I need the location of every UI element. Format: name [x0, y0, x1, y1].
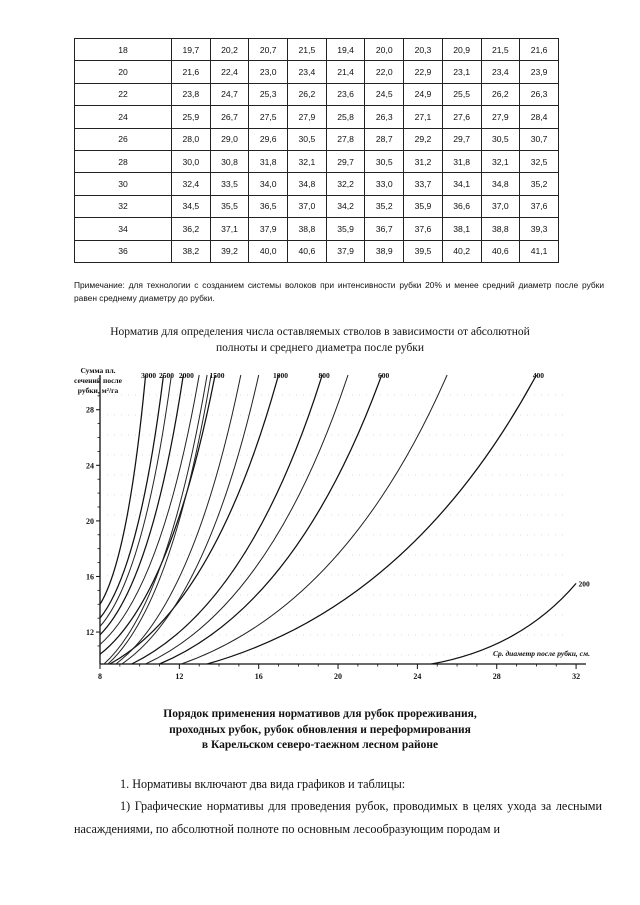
table-cell: 37,0 [481, 195, 520, 217]
series-line [160, 375, 382, 664]
table-cell: 21,6 [172, 61, 211, 83]
table-cell: 23,1 [442, 61, 481, 83]
series-label: 2000 [178, 371, 194, 380]
row-header-cell: 32 [75, 195, 172, 217]
table-cell: 26,2 [288, 83, 327, 105]
series-label: 1000 [273, 371, 289, 380]
table-cell: 40,6 [288, 240, 327, 262]
table-cell: 31,8 [249, 150, 288, 172]
table-cell: 23,0 [249, 61, 288, 83]
table-cell: 26,3 [365, 106, 404, 128]
y-tick-label: 12 [86, 628, 94, 638]
table-cell: 27,1 [404, 106, 443, 128]
table-cell: 33,0 [365, 173, 404, 195]
y-axis-label: Сумма пл. [80, 366, 116, 375]
table-cell: 39,2 [210, 240, 249, 262]
row-header-cell: 24 [75, 106, 172, 128]
series-label: 200 [578, 579, 590, 589]
table-cell: 35,9 [404, 195, 443, 217]
table-cell: 24,5 [365, 83, 404, 105]
table-cell: 33,5 [210, 173, 249, 195]
table-cell: 24,9 [404, 83, 443, 105]
table-cell: 35,2 [520, 173, 559, 195]
table-cell: 29,2 [404, 128, 443, 150]
table-cell: 30,5 [481, 128, 520, 150]
table-cell: 32,1 [288, 150, 327, 172]
heading-line-3: в Карельском северо-таежном лесном районе [201, 739, 439, 751]
table-cell: 41,1 [520, 240, 559, 262]
table-cell: 28,7 [365, 128, 404, 150]
table-cell: 40,0 [249, 240, 288, 262]
series-label: 2500 [158, 371, 174, 380]
x-tick-label: 8 [98, 672, 102, 681]
table-cell: 39,5 [404, 240, 443, 262]
table-cell: 29,7 [326, 150, 365, 172]
table-cell: 27,9 [288, 106, 327, 128]
table-cell: 36,2 [172, 218, 211, 240]
table-cell: 20,7 [249, 39, 288, 61]
table-cell: 38,9 [365, 240, 404, 262]
table-cell: 36,6 [442, 195, 481, 217]
table-cell: 31,2 [404, 150, 443, 172]
row-header-cell: 26 [75, 128, 172, 150]
table-cell: 37,6 [520, 195, 559, 217]
x-tick-label: 32 [572, 672, 581, 681]
series-label: 3000 [141, 371, 157, 380]
table-cell: 19,7 [172, 39, 211, 61]
table-cell: 38,8 [288, 218, 327, 240]
y-axis-label: рубки, м²/га [77, 386, 119, 395]
table-cell: 34,8 [288, 173, 327, 195]
table-cell: 25,3 [249, 83, 288, 105]
series-line-minor [122, 375, 259, 664]
table-cell: 30,5 [365, 150, 404, 172]
table-cell: 21,5 [481, 39, 520, 61]
table-cell: 38,2 [172, 240, 211, 262]
table-cell: 23,4 [481, 61, 520, 83]
row-header-cell: 28 [75, 150, 172, 172]
series-label: 1500 [209, 371, 225, 380]
series-line-minor [108, 375, 211, 664]
table-cell: 31,8 [442, 150, 481, 172]
series-label: 400 [532, 371, 545, 380]
x-axis-label: Ср. диаметр после рубки, см. [492, 649, 590, 658]
table-cell: 21,6 [520, 39, 559, 61]
section-heading [100, 707, 540, 754]
table-cell: 32,4 [172, 173, 211, 195]
table-cell: 40,2 [442, 240, 481, 262]
series-label: 600 [378, 371, 390, 380]
table-cell: 33,7 [404, 173, 443, 195]
table-cell: 20,2 [210, 39, 249, 61]
y-tick-label: 28 [86, 405, 94, 415]
table-cell: 37,9 [249, 218, 288, 240]
table-cell: 37,1 [210, 218, 249, 240]
table-cell: 27,9 [481, 106, 520, 128]
table-cell: 19,4 [326, 39, 365, 61]
table-cell: 30,8 [210, 150, 249, 172]
row-header-cell: 30 [75, 173, 172, 195]
series-line [100, 375, 164, 618]
table-cell: 27,6 [442, 106, 481, 128]
table-cell: 39,3 [520, 218, 559, 240]
table-cell: 23,9 [520, 61, 559, 83]
table-cell: 27,5 [249, 106, 288, 128]
row-header-cell: 34 [75, 218, 172, 240]
table-cell: 38,1 [442, 218, 481, 240]
table-cell: 34,0 [249, 173, 288, 195]
table-cell: 23,4 [288, 61, 327, 83]
table-cell: 29,0 [210, 128, 249, 150]
table-cell: 29,6 [249, 128, 288, 150]
table-cell: 28,4 [520, 106, 559, 128]
table-note: Примечание: для технологии с созданием системы волоков при интенсивности рубки 20% и менее средний диаметр после рубки равен среднему диаметру до рубки. [74, 280, 604, 303]
x-tick-label: 28 [492, 672, 501, 681]
table-cell: 35,2 [365, 195, 404, 217]
row-header-cell: 18 [75, 39, 172, 61]
table-cell: 34,8 [481, 173, 520, 195]
table-cell: 26,2 [481, 83, 520, 105]
table-cell: 20,9 [442, 39, 481, 61]
table-cell: 22,4 [210, 61, 249, 83]
table-cell: 35,9 [326, 218, 365, 240]
table-cell: 40,6 [481, 240, 520, 262]
table-cell: 30,7 [520, 128, 559, 150]
table-cell: 26,3 [520, 83, 559, 105]
paragraph-1: 1. Нормативы включают два вида графиков и таблицы: [120, 777, 406, 791]
table-cell: 24,7 [210, 83, 249, 105]
chart-title-line-1: Норматив для определения числа оставляемых стволов в зависимости от абсолютной [110, 326, 530, 338]
series-label: 800 [318, 371, 330, 380]
series-line [100, 375, 146, 604]
table-cell: 37,9 [326, 240, 365, 262]
y-tick-label: 20 [86, 516, 94, 526]
table-cell: 35,5 [210, 195, 249, 217]
table-cell: 25,8 [326, 106, 365, 128]
table-cell: 34,1 [442, 173, 481, 195]
x-tick-label: 20 [334, 672, 343, 681]
table-cell: 37,0 [288, 195, 327, 217]
x-tick-label: 12 [175, 672, 184, 681]
table-cell: 26,7 [210, 106, 249, 128]
x-tick-label: 16 [254, 672, 263, 681]
table-cell: 22,0 [365, 61, 404, 83]
table-cell: 23,6 [326, 83, 365, 105]
table-cell: 22,9 [404, 61, 443, 83]
heading-line-2: проходных рубок, рубок обновления и переформирования [169, 723, 471, 736]
paragraph-2: 1) Графические нормативы для проведения рубок, проводимых в целях ухода за лесными насаждениями, по абсолютной полноте по основным лесообразующим породам и [74, 799, 602, 836]
table-cell: 36,7 [365, 218, 404, 240]
row-header-cell: 36 [75, 240, 172, 262]
table-cell: 25,9 [172, 106, 211, 128]
table-cell: 32,1 [481, 150, 520, 172]
y-tick-label: 24 [86, 461, 94, 471]
table-cell: 32,5 [520, 150, 559, 172]
table-cell: 34,5 [172, 195, 211, 217]
table-cell: 21,4 [326, 61, 365, 83]
series-line [207, 375, 536, 664]
table-cell: 36,5 [249, 195, 288, 217]
x-tick-label: 24 [413, 672, 422, 681]
table-cell: 34,2 [326, 195, 365, 217]
series-line-minor [100, 375, 171, 627]
table-cell: 30,0 [172, 150, 211, 172]
heading-line-1: Порядок применения нормативов для рубок прореживания, [163, 708, 477, 720]
table-cell: 21,5 [288, 39, 327, 61]
table-cell: 29,7 [442, 128, 481, 150]
table-cell: 23,8 [172, 83, 211, 105]
table-cell: 37,6 [404, 218, 443, 240]
row-header-cell: 20 [75, 61, 172, 83]
y-tick-label: 16 [86, 572, 94, 582]
chart-title-line-2: полноты и среднего диаметра после рубки [215, 342, 425, 354]
series-line [110, 375, 279, 664]
table-cell: 27,8 [326, 128, 365, 150]
table-cell: 20,0 [365, 39, 404, 61]
table-cell: 25,5 [442, 83, 481, 105]
table-cell: 30,5 [288, 128, 327, 150]
y-axis-label: сечений после [74, 376, 122, 385]
table-cell: 38,8 [481, 218, 520, 240]
table-cell: 20,3 [404, 39, 443, 61]
row-header-cell: 22 [75, 83, 172, 105]
table-cell: 32,2 [326, 173, 365, 195]
table-cell: 28,0 [172, 128, 211, 150]
